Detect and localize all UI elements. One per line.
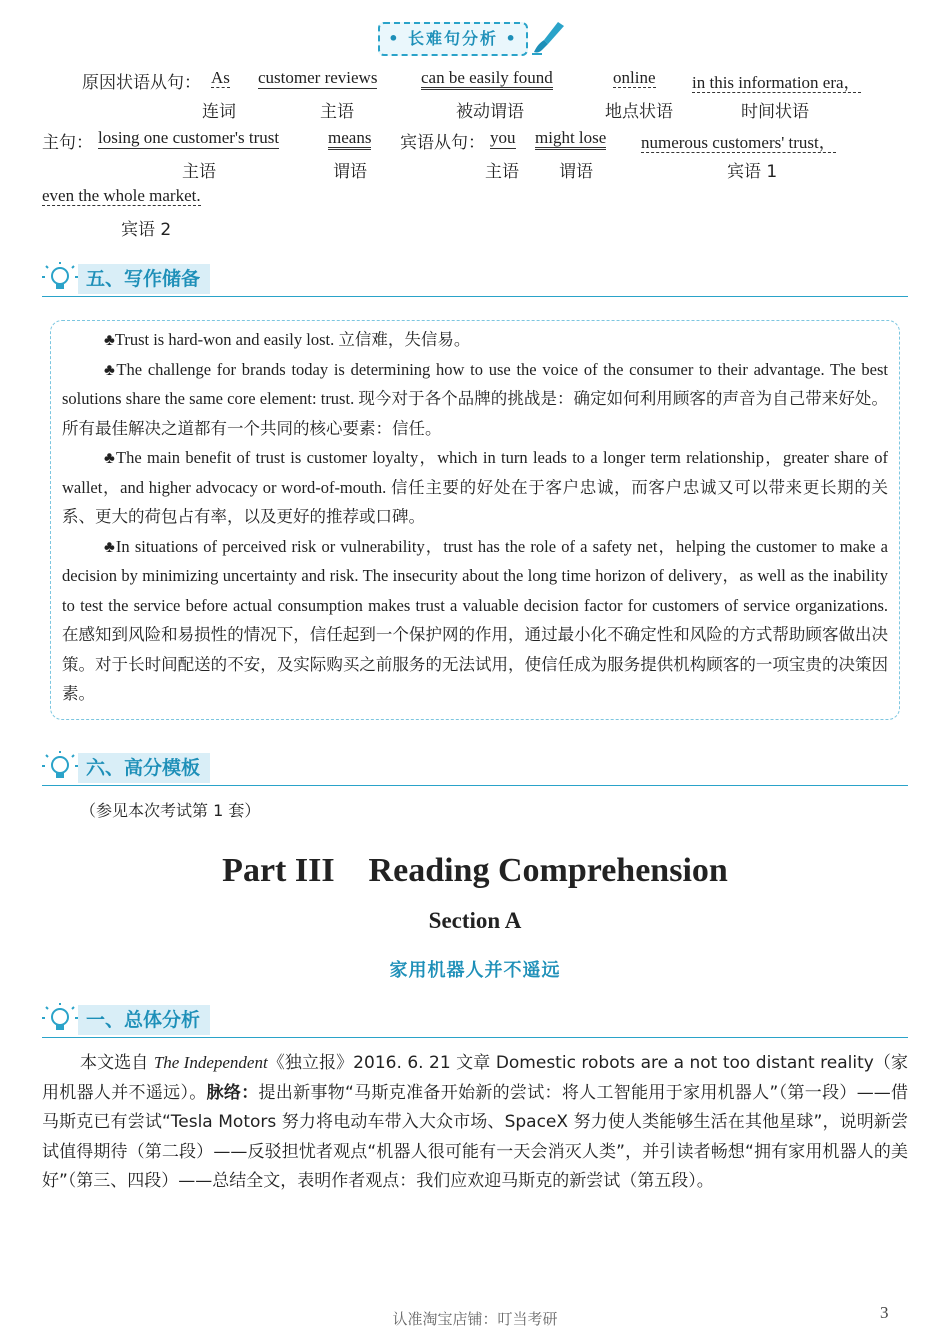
page-number: 3: [880, 1303, 889, 1322]
lightbulb-icon: [42, 1003, 78, 1037]
tag-subject: 主语: [320, 102, 354, 122]
section-title-writing: 五、写作储备: [78, 264, 210, 294]
tag-predicate-2: 谓语: [333, 162, 367, 182]
lightbulb-icon: [42, 751, 78, 785]
word-customer-reviews: customer reviews: [258, 68, 378, 87]
clause-label-main: 主句：: [42, 133, 93, 153]
overview-text-b: 《独立报》2016. 6. 21 文章 Domestic robots are a not too distant reality（家用机器人并不遥远）。: [42, 1053, 908, 1103]
tag-predicate-3: 谓语: [559, 162, 593, 182]
clause-label-reason: 原因状语从句：: [82, 73, 201, 93]
part-title: Part III Reading Comprehension: [222, 852, 728, 889]
word-online: online: [613, 68, 656, 87]
writing-paragraph: ♣The main benefit of trust is customer loyalty，which in turn leads to a longer term relationship，greater share of wallet，and higher advocacy or word-of-mouth. 信任主要的好处在于客户忠诚，而客户忠诚又可以带来更长期的关系、更大的荷包占有率，以及更好的推荐或口碑。: [62, 448, 888, 526]
tag-place-adverbial: 地点状语: [605, 102, 673, 122]
tag-object-2: 宾语 2: [121, 220, 172, 240]
overview-text-c: 提出新事物“马斯克准备开始新的尝试：将人工智能用于家用机器人”（第一段）——借马斯克已有尝试“Tesla Motors 努力将电动车带入大众市场、SpaceX 努力使人类能够生活在其他星球”，说明新尝试值得期待（第二段）——反驳担忧者观点“机器人很可能有一天会消灭人类”，并引读者畅想“拥有家用机器人的美好”（第三、四段）——总结全文，表明作者观点：我们应欢迎马斯克的新尝试（第五段）。: [42, 1082, 909, 1191]
tag-time-adverbial: 时间状语: [741, 102, 809, 122]
section-header-template: [42, 751, 908, 786]
clause-label-object: 宾语从句：: [400, 133, 485, 153]
overview-text-a: 本文选自: [80, 1053, 154, 1073]
writing-paragraph: ♣Trust is hard-won and easily lost. 立信难，失信易。: [104, 330, 471, 349]
section-header-writing: [42, 262, 908, 297]
word-can-be-found: can be easily found: [421, 68, 553, 90]
tag-object-1: 宾语 1: [727, 162, 778, 182]
word-means: means: [328, 128, 371, 150]
overview-paragraph: [42, 1048, 908, 1197]
word-you: you: [490, 128, 516, 147]
article-subtitle: 家用机器人并不遥远: [389, 960, 561, 981]
tag-conjunction: 连词: [202, 102, 236, 122]
tag-passive-predicate: 被动谓语: [456, 102, 524, 122]
overview-label: 脉络：: [206, 1082, 259, 1103]
writing-paragraph: ♣The challenge for brands today is determining how to use the voice of the consumer to their advantage. The best solutions share the same core element: trust. 现今对于各个品牌的挑战是：确定如何利用顾客的声音为自己带来好处。所有最佳解决之道都有一个共同的核心要素：信任。: [62, 359, 888, 438]
word-losing-trust: losing one customer's trust: [98, 128, 280, 147]
footer-shop: 认准淘宝店铺：叮当考研: [392, 1310, 558, 1328]
word-might-lose: might lose: [535, 128, 606, 150]
overview-source: The Independent: [153, 1053, 268, 1072]
tag-subject-2: 主语: [182, 162, 216, 182]
word-this-era: in this information era，: [692, 73, 861, 92]
section-title-template: 六、高分模板: [78, 753, 210, 783]
writing-content: [62, 325, 888, 709]
section-title-overview: 一、总体分析: [78, 1005, 210, 1035]
section-badge: • 长难句分析 •: [378, 22, 528, 56]
tag-subject-3: 主语: [485, 162, 519, 182]
word-numerous-trust: numerous customers' trust，: [641, 133, 836, 152]
brush-icon: [528, 18, 568, 58]
section-a-title: Section A: [428, 908, 522, 933]
word-whole-market: even the whole market.: [42, 186, 201, 205]
writing-paragraph: ♣In situations of perceived risk or vulnerability，trust has the role of a safety net，helping the customer to make a decision by minimizing uncertainty and risk. The insecurity about the long time horizon of delivery，as well as the inability to test the service before actual consumption makes trust a valuable decision factor for customers of service organizations. 在感知到风险和易损性的情况下，信任起到一个保护网的作用，通过最小化不确定性和风险的方式帮助顾客做出决策。对于长时间配送的不安，及实际购买之前服务的无法试用，使信任成为服务提供机构顾客的一项宝贵的决策因素。: [62, 536, 888, 703]
section-header-overview: [42, 1003, 908, 1038]
template-note: （参见本次考试第 1 套）: [80, 801, 261, 820]
lightbulb-icon: [42, 262, 78, 296]
word-as: As: [211, 68, 230, 87]
